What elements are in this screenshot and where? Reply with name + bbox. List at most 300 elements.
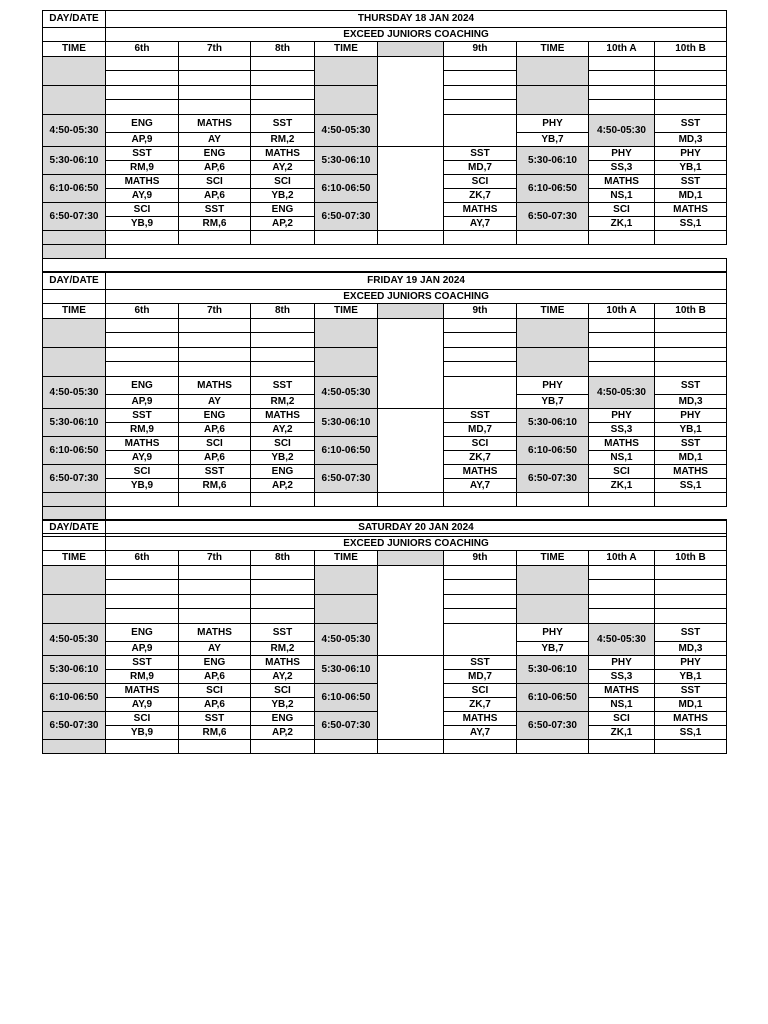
- subject-8th: MATHS: [251, 656, 315, 670]
- empty-cell: [444, 566, 517, 580]
- time-slot: 4:50-05:30: [589, 115, 655, 147]
- time-slot: 6:50-07:30: [315, 712, 378, 740]
- empty-time-cell: [517, 348, 589, 377]
- teacher-10b: YB,1: [655, 423, 727, 437]
- empty-cell: [179, 86, 251, 100]
- teacher-8th: YB,2: [251, 698, 315, 712]
- teacher-9th: AY,7: [444, 479, 517, 493]
- teacher-6th: RM,9: [106, 161, 179, 175]
- teacher-9th: ZK,7: [444, 451, 517, 465]
- empty-cell: [106, 595, 179, 609]
- time-slot: 6:10-06:50: [315, 437, 378, 465]
- class-10a-header: 10th A: [589, 304, 655, 319]
- teacher-10b: MD,1: [655, 189, 727, 203]
- subject-9th: MATHS: [444, 712, 517, 726]
- empty-cell: [179, 348, 251, 362]
- empty-cell: [106, 740, 179, 754]
- teacher-9th: YB,7: [517, 133, 589, 147]
- empty-cell: [106, 333, 179, 348]
- teacher-10b: SS,1: [655, 217, 727, 231]
- subject-9th: MATHS: [444, 465, 517, 479]
- teacher-6th: RM,9: [106, 670, 179, 684]
- subject-7th: ENG: [179, 147, 251, 161]
- separator-cell: [444, 259, 517, 272]
- subject-9th: SCI: [444, 684, 517, 698]
- teacher-8th: YB,2: [251, 189, 315, 203]
- empty-cell: [655, 580, 727, 595]
- time-slot: 4:50-05:30: [43, 115, 106, 147]
- teacher-7th: AP,6: [179, 451, 251, 465]
- class-10b-header: 10th B: [655, 42, 727, 57]
- empty-cell: [444, 231, 517, 245]
- subject-9th: PHY: [517, 624, 589, 642]
- class-10b-header: 10th B: [655, 304, 727, 319]
- teacher-10b: SS,1: [655, 726, 727, 740]
- teacher-10a: NS,1: [589, 698, 655, 712]
- subject-9th: SST: [444, 656, 517, 670]
- subject-6th: MATHS: [106, 175, 179, 189]
- empty-cell: [444, 71, 517, 86]
- subject-7th: MATHS: [179, 624, 251, 642]
- time-slot: 6:50-07:30: [517, 465, 589, 493]
- empty-cell: [655, 71, 727, 86]
- empty-cell: [179, 609, 251, 624]
- teacher-8th: YB,2: [251, 451, 315, 465]
- subject-10b: MATHS: [655, 712, 727, 726]
- friday-schedule-table: [42, 272, 727, 534]
- class-10a-header: 10th A: [589, 42, 655, 57]
- empty-cell: [589, 493, 655, 507]
- subject-8th: ENG: [251, 203, 315, 217]
- empty-cell: [251, 580, 315, 595]
- empty-cell: [179, 333, 251, 348]
- teacher-10a: NS,1: [589, 189, 655, 203]
- empty-cell: [444, 100, 517, 115]
- separator-cell: [315, 259, 378, 272]
- thursday-day-title: THURSDAY 18 JAN 2024: [106, 11, 727, 28]
- subject-10b: SST: [655, 437, 727, 451]
- empty-cell: [589, 71, 655, 86]
- empty-cell: [378, 231, 444, 245]
- empty-cell: [106, 362, 179, 377]
- subject-10b: MATHS: [655, 465, 727, 479]
- subject-7th: SCI: [179, 437, 251, 451]
- blank-header: [378, 42, 444, 57]
- time-slot: 6:10-06:50: [517, 175, 589, 203]
- teacher-7th: RM,6: [179, 479, 251, 493]
- empty-cell: [589, 348, 655, 362]
- blank-column-cell: [444, 115, 517, 147]
- subject-8th: SCI: [251, 684, 315, 698]
- empty-cell: [444, 333, 517, 348]
- empty-cell: [378, 493, 444, 507]
- subject-10a: PHY: [589, 147, 655, 161]
- time-header: TIME: [517, 304, 589, 319]
- teacher-6th: AP,9: [106, 642, 179, 656]
- time-slot: 6:10-06:50: [517, 437, 589, 465]
- teacher-8th: AY,2: [251, 161, 315, 175]
- empty-cell: [315, 740, 378, 754]
- empty-time-cell: [517, 566, 589, 595]
- teacher-10b: YB,1: [655, 161, 727, 175]
- subject-9th: MATHS: [444, 203, 517, 217]
- time-slot: 4:50-05:30: [43, 624, 106, 656]
- empty-cell: [179, 740, 251, 754]
- blank-cell: [43, 28, 106, 42]
- class-8th-header: 8th: [251, 42, 315, 57]
- subject-9th: SCI: [444, 175, 517, 189]
- empty-cell: [251, 566, 315, 580]
- subject-7th: MATHS: [179, 115, 251, 133]
- empty-cell: [517, 493, 589, 507]
- time-header: TIME: [43, 42, 106, 57]
- time-slot: 4:50-05:30: [589, 624, 655, 656]
- empty-cell: [106, 566, 179, 580]
- blank-header: [378, 551, 444, 566]
- teacher-6th: RM,9: [106, 423, 179, 437]
- empty-cell: [589, 595, 655, 609]
- blank-column-cell: [378, 57, 444, 147]
- teacher-10a: ZK,1: [589, 479, 655, 493]
- teacher-10a: SS,3: [589, 423, 655, 437]
- teacher-6th: AP,9: [106, 395, 179, 409]
- separator-cell: [106, 259, 179, 272]
- teacher-8th: AP,2: [251, 479, 315, 493]
- time-slot: 4:50-05:30: [589, 377, 655, 409]
- empty-cell: [106, 71, 179, 86]
- time-header: TIME: [43, 304, 106, 319]
- subject-10a: MATHS: [589, 437, 655, 451]
- subject-10b: SST: [655, 684, 727, 698]
- time-slot: 6:10-06:50: [315, 684, 378, 712]
- empty-cell: [444, 348, 517, 362]
- teacher-10b: SS,1: [655, 479, 727, 493]
- day-date-label: DAY/DATE: [43, 273, 106, 290]
- separator-cell: [378, 259, 444, 272]
- empty-cell: [589, 580, 655, 595]
- class-6th-header: 6th: [106, 304, 179, 319]
- empty-cell: [251, 71, 315, 86]
- empty-cell: [315, 493, 378, 507]
- time-slot: 6:10-06:50: [43, 684, 106, 712]
- subject-7th: SCI: [179, 684, 251, 698]
- empty-time-cell: [43, 595, 106, 624]
- teacher-9th: AY,7: [444, 726, 517, 740]
- subject-10a: SCI: [589, 465, 655, 479]
- subject-10b: MATHS: [655, 203, 727, 217]
- subject-9th: PHY: [517, 377, 589, 395]
- subject-9th: SST: [444, 147, 517, 161]
- teacher-7th: RM,6: [179, 217, 251, 231]
- empty-time-cell: [517, 595, 589, 624]
- thursday-schedule-table: [42, 10, 727, 272]
- empty-cell: [655, 86, 727, 100]
- subject-6th: ENG: [106, 624, 179, 642]
- teacher-7th: AY: [179, 395, 251, 409]
- class-9th-header: 9th: [444, 304, 517, 319]
- empty-cell: [179, 493, 251, 507]
- subject-7th: MATHS: [179, 377, 251, 395]
- empty-cell: [179, 57, 251, 71]
- subject-6th: SCI: [106, 712, 179, 726]
- blank-column-cell: [378, 656, 444, 740]
- empty-cell: [655, 609, 727, 624]
- empty-cell: [444, 86, 517, 100]
- time-slot: 4:50-05:30: [315, 624, 378, 656]
- empty-cell: [589, 609, 655, 624]
- separator-cell: [251, 259, 315, 272]
- teacher-8th: AP,2: [251, 217, 315, 231]
- time-slot: 4:50-05:30: [315, 115, 378, 147]
- teacher-10a: ZK,1: [589, 217, 655, 231]
- empty-time-cell: [315, 348, 378, 377]
- empty-time-cell: [315, 57, 378, 86]
- empty-cell: [589, 86, 655, 100]
- separator-cell: [179, 259, 251, 272]
- time-header: TIME: [315, 551, 378, 566]
- empty-cell: [589, 362, 655, 377]
- subject-8th: MATHS: [251, 409, 315, 423]
- time-slot: 6:50-07:30: [315, 465, 378, 493]
- teacher-10b: MD,1: [655, 698, 727, 712]
- subject-10a: SST: [655, 377, 727, 395]
- empty-time-cell: [43, 348, 106, 377]
- subject-6th: SCI: [106, 203, 179, 217]
- time-slot: 5:30-06:10: [517, 656, 589, 684]
- teacher-6th: AY,9: [106, 698, 179, 712]
- subject-9th: SST: [444, 409, 517, 423]
- teacher-6th: AY,9: [106, 451, 179, 465]
- time-header: TIME: [517, 42, 589, 57]
- empty-cell: [444, 493, 517, 507]
- time-slot: 6:10-06:50: [517, 684, 589, 712]
- time-slot: 6:50-07:30: [43, 465, 106, 493]
- empty-time-cell: [43, 231, 106, 245]
- teacher-10b: YB,1: [655, 670, 727, 684]
- empty-cell: [251, 319, 315, 333]
- subject-6th: ENG: [106, 115, 179, 133]
- empty-cell: [655, 319, 727, 333]
- saturday-schedule-table: [42, 519, 727, 754]
- class-7th-header: 7th: [179, 551, 251, 566]
- empty-time-cell: [315, 595, 378, 624]
- subject-6th: MATHS: [106, 684, 179, 698]
- class-7th-header: 7th: [179, 42, 251, 57]
- blank-column-cell: [378, 566, 444, 656]
- teacher-10a: SS,3: [589, 161, 655, 175]
- empty-time-cell: [517, 86, 589, 115]
- empty-time-cell: [43, 57, 106, 86]
- empty-cell: [655, 595, 727, 609]
- class-10a-header: 10th A: [589, 551, 655, 566]
- empty-cell: [589, 100, 655, 115]
- empty-cell: [179, 231, 251, 245]
- subject-10a: SCI: [589, 712, 655, 726]
- teacher-10a: MD,3: [655, 395, 727, 409]
- teacher-8th: RM,2: [251, 133, 315, 147]
- subject-6th: SST: [106, 147, 179, 161]
- empty-cell: [589, 740, 655, 754]
- time-header: TIME: [43, 551, 106, 566]
- class-6th-header: 6th: [106, 42, 179, 57]
- time-slot: 5:30-06:10: [517, 409, 589, 437]
- blank-column-cell: [378, 319, 444, 409]
- empty-cell: [251, 740, 315, 754]
- class-10b-header: 10th B: [655, 551, 727, 566]
- time-slot: 5:30-06:10: [315, 147, 378, 175]
- teacher-8th: AY,2: [251, 670, 315, 684]
- time-header: TIME: [315, 304, 378, 319]
- time-slot: 4:50-05:30: [43, 377, 106, 409]
- teacher-6th: YB,9: [106, 479, 179, 493]
- time-slot: 5:30-06:10: [43, 147, 106, 175]
- subject-6th: SST: [106, 656, 179, 670]
- time-slot: 6:50-07:30: [315, 203, 378, 231]
- subject-6th: SCI: [106, 465, 179, 479]
- teacher-9th: MD,7: [444, 670, 517, 684]
- empty-cell: [315, 231, 378, 245]
- blank-column-cell: [444, 624, 517, 656]
- time-slot: 6:10-06:50: [315, 175, 378, 203]
- subject-6th: ENG: [106, 377, 179, 395]
- subject-10a: PHY: [589, 656, 655, 670]
- teacher-6th: YB,9: [106, 726, 179, 740]
- subject-8th: MATHS: [251, 147, 315, 161]
- coaching-title: EXCEED JUNIORS COACHING: [106, 537, 727, 551]
- empty-cell: [655, 333, 727, 348]
- teacher-10a: NS,1: [589, 451, 655, 465]
- class-9th-header: 9th: [444, 42, 517, 57]
- empty-time-cell: [43, 319, 106, 348]
- empty-time-cell: [315, 86, 378, 115]
- subject-9th: PHY: [517, 115, 589, 133]
- empty-cell: [655, 100, 727, 115]
- time-slot: 6:50-07:30: [517, 712, 589, 740]
- empty-time-cell: [517, 57, 589, 86]
- teacher-10a: SS,3: [589, 670, 655, 684]
- empty-cell: [106, 493, 179, 507]
- teacher-9th: MD,7: [444, 161, 517, 175]
- empty-time-cell: [315, 566, 378, 595]
- empty-cell: [517, 231, 589, 245]
- subject-10a: SST: [655, 115, 727, 133]
- subject-6th: SST: [106, 409, 179, 423]
- empty-cell: [444, 57, 517, 71]
- empty-cell: [179, 566, 251, 580]
- subject-10b: PHY: [655, 656, 727, 670]
- subject-10b: PHY: [655, 409, 727, 423]
- empty-time-cell: [43, 566, 106, 595]
- empty-cell: [106, 86, 179, 100]
- empty-cell: [655, 348, 727, 362]
- empty-cell: [179, 580, 251, 595]
- subject-10b: PHY: [655, 147, 727, 161]
- subject-10a: PHY: [589, 409, 655, 423]
- empty-cell: [106, 580, 179, 595]
- empty-cell: [251, 86, 315, 100]
- empty-cell: [589, 57, 655, 71]
- subject-6th: MATHS: [106, 437, 179, 451]
- empty-time-cell: [43, 493, 106, 507]
- blank-header: [378, 304, 444, 319]
- teacher-7th: AP,6: [179, 423, 251, 437]
- teacher-7th: AP,6: [179, 698, 251, 712]
- subject-7th: ENG: [179, 409, 251, 423]
- empty-time-cell: [43, 245, 106, 259]
- empty-cell: [251, 348, 315, 362]
- subject-7th: SCI: [179, 175, 251, 189]
- empty-cell: [106, 609, 179, 624]
- teacher-7th: RM,6: [179, 726, 251, 740]
- empty-cell: [589, 333, 655, 348]
- empty-cell: [517, 740, 589, 754]
- time-slot: 6:50-07:30: [517, 203, 589, 231]
- teacher-10a: MD,3: [655, 642, 727, 656]
- teacher-7th: AY: [179, 133, 251, 147]
- blank-cell: [43, 537, 106, 551]
- blank-column-cell: [378, 147, 444, 231]
- empty-cell: [106, 319, 179, 333]
- class-6th-header: 6th: [106, 551, 179, 566]
- empty-cell: [251, 333, 315, 348]
- subject-8th: SST: [251, 377, 315, 395]
- empty-time-cell: [43, 740, 106, 754]
- teacher-9th: YB,7: [517, 395, 589, 409]
- time-header: TIME: [315, 42, 378, 57]
- coaching-title: EXCEED JUNIORS COACHING: [106, 28, 727, 42]
- empty-cell: [444, 595, 517, 609]
- time-slot: 4:50-05:30: [315, 377, 378, 409]
- day-date-label: DAY/DATE: [43, 520, 106, 537]
- time-slot: 5:30-06:10: [43, 656, 106, 684]
- teacher-7th: AY: [179, 642, 251, 656]
- teacher-6th: AP,9: [106, 133, 179, 147]
- subject-8th: SST: [251, 624, 315, 642]
- teacher-7th: AP,6: [179, 670, 251, 684]
- subject-7th: SST: [179, 203, 251, 217]
- subject-7th: SST: [179, 712, 251, 726]
- day-date-label: DAY/DATE: [43, 11, 106, 28]
- class-8th-header: 8th: [251, 551, 315, 566]
- teacher-8th: AP,2: [251, 726, 315, 740]
- empty-time-cell: [517, 319, 589, 348]
- time-slot: 5:30-06:10: [517, 147, 589, 175]
- subject-10a: MATHS: [589, 684, 655, 698]
- time-header: TIME: [517, 551, 589, 566]
- teacher-9th: AY,7: [444, 217, 517, 231]
- teacher-10a: MD,3: [655, 133, 727, 147]
- empty-time-cell: [315, 319, 378, 348]
- teacher-7th: AP,6: [179, 189, 251, 203]
- subject-10a: MATHS: [589, 175, 655, 189]
- empty-cell: [106, 348, 179, 362]
- empty-cell: [106, 57, 179, 71]
- time-slot: 6:10-06:50: [43, 437, 106, 465]
- empty-cell: [589, 231, 655, 245]
- teacher-8th: RM,2: [251, 395, 315, 409]
- class-9th-header: 9th: [444, 551, 517, 566]
- separator-cell: [589, 259, 655, 272]
- time-slot: 5:30-06:10: [43, 409, 106, 437]
- coaching-title: EXCEED JUNIORS COACHING: [106, 290, 727, 304]
- teacher-10b: MD,1: [655, 451, 727, 465]
- separator-cell: [517, 259, 589, 272]
- empty-cell: [179, 362, 251, 377]
- teacher-9th: YB,7: [517, 642, 589, 656]
- blank-column-cell: [378, 409, 444, 493]
- teacher-6th: YB,9: [106, 217, 179, 231]
- empty-cell: [444, 319, 517, 333]
